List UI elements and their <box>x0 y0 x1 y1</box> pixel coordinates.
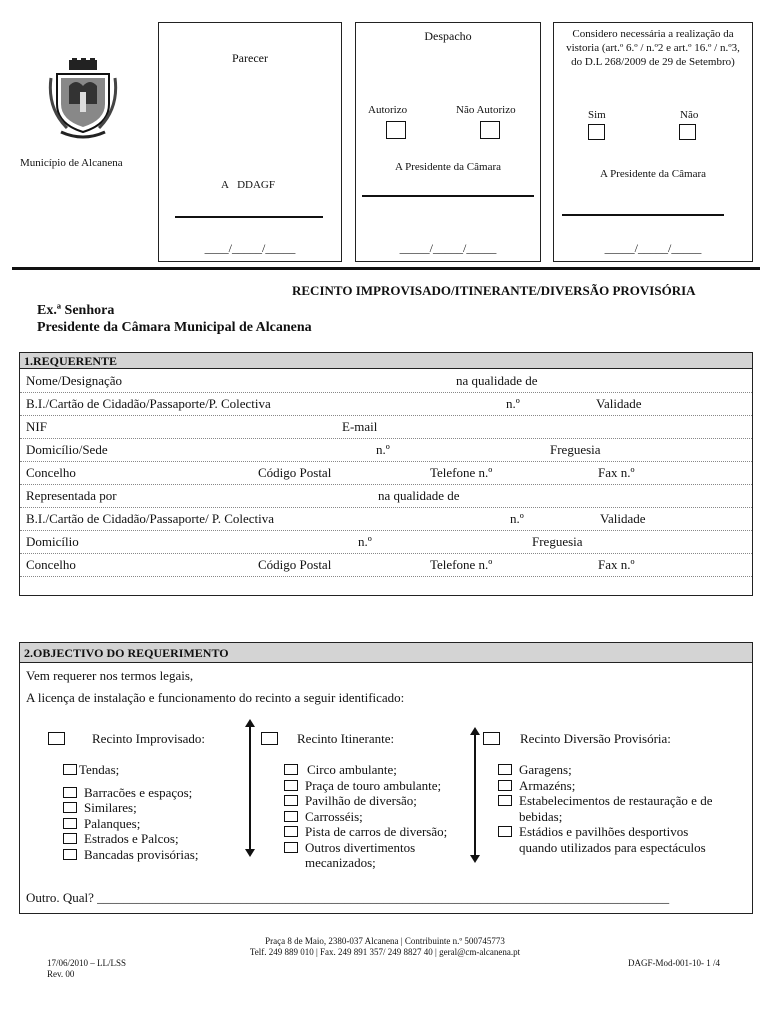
parecer-title: Parecer <box>232 51 268 65</box>
form-row-domicilio[interactable] <box>20 530 752 554</box>
email-label: E-mail <box>342 419 378 434</box>
qualidade-label: na qualidade de <box>456 373 538 388</box>
concelho2-label: Concelho <box>26 557 76 572</box>
option-garagens[interactable]: Garagens; <box>498 762 712 778</box>
objectivo-line2: A licença de instalação e funcionamento do recinto a seguir identificado: <box>26 690 405 705</box>
vistoria-no-label: Não <box>680 109 699 121</box>
vistoria-signature-line[interactable] <box>562 214 724 216</box>
checkbox[interactable] <box>63 833 77 844</box>
option-bancadas[interactable]: Bancadas provisórias; <box>63 847 198 863</box>
option-praca-touro[interactable]: Praça de touro ambulante; <box>284 778 447 794</box>
despacho-signer: A Presidente da Câmara <box>395 161 501 173</box>
checkbox[interactable] <box>63 802 77 813</box>
vistoria-date[interactable]: _____/_____/_____ <box>604 241 702 255</box>
bi2-label: B.I./Cartão de Cidadão/Passaporte/ P. Colectiva <box>26 511 275 526</box>
footer-contacts: Telf. 249 889 010 | Fax. 249 891 357/ 249 8827 40 | geral@cm-alcanena.pt <box>249 947 521 957</box>
checkbox[interactable] <box>284 764 298 775</box>
addressee: Presidente da Câmara Municipal de Alcanena <box>37 320 312 335</box>
parecer-date[interactable]: ____/_____/_____ <box>204 241 296 255</box>
recinto-itinerante-label: Recinto Itinerante: <box>297 731 395 746</box>
form-row-concelho-2[interactable] <box>20 553 752 577</box>
option-carrosseis[interactable]: Carrosséis; <box>284 809 447 825</box>
recinto-itinerante-checkbox[interactable] <box>261 732 278 745</box>
recinto-improvisado-label: Recinto Improvisado: <box>92 731 206 746</box>
document-title: RECINTO IMPROVISADO/ITINERANTE/DIVERSÃO PROVISÓRIA <box>292 283 696 298</box>
form-row-representada[interactable] <box>20 484 752 508</box>
option-restauracao[interactable]: Estabelecimentos de restauração e de <box>498 793 712 809</box>
domicilio2-number-label: n.º <box>358 534 372 549</box>
nif-label: NIF <box>26 419 47 434</box>
representada-label: Representada por <box>26 488 117 503</box>
checkbox[interactable] <box>63 787 77 798</box>
objectivo-heading: 2.OBJECTIVO DO REQUERIMENTO <box>20 643 752 663</box>
vistoria-text: Considero necessária a realização da vistoria (art.º 6.º / n.º2 e art.º 16.º / n.º3, do D.L 268/2009 de 29 de Setembro) <box>566 28 740 68</box>
despacho-box <box>355 22 541 262</box>
option-pista[interactable]: Pista de carros de diversão; <box>284 824 447 840</box>
parecer-signature-line[interactable] <box>175 216 323 218</box>
checkbox[interactable] <box>63 764 77 775</box>
recinto-diversao-checkbox[interactable] <box>483 732 500 745</box>
footer-code: DAGF-Mod-001-10- 1 /4 <box>628 958 720 968</box>
form-row-domicilio-sede[interactable] <box>20 438 752 462</box>
footer-address: Praça 8 de Maio, 2380-037 Alcanena | Contribuinte n.º 500745773 <box>265 936 505 946</box>
checkbox[interactable] <box>284 842 298 853</box>
checkbox[interactable] <box>63 849 77 860</box>
option-outros[interactable]: Outros divertimentos <box>284 840 447 856</box>
option-restauracao-cont: bebidas; <box>519 808 563 824</box>
form-row-bi-representante[interactable] <box>20 507 752 531</box>
option-estrados[interactable]: Estrados e Palcos; <box>63 831 198 847</box>
despacho-autorizo-checkbox[interactable] <box>386 121 406 139</box>
representada-qualidade-label: na qualidade de <box>378 488 460 503</box>
option-palanques[interactable]: Palanques; <box>63 816 198 832</box>
vistoria-box <box>553 22 753 262</box>
checkbox[interactable] <box>284 795 298 806</box>
vistoria-signer: A Presidente da Câmara <box>600 168 706 180</box>
checkbox[interactable] <box>498 795 512 806</box>
concelho-label: Concelho <box>26 465 76 480</box>
option-pavilhao[interactable]: Pavilhão de diversão; <box>284 793 447 809</box>
bi-validade-label: Validade <box>596 396 642 411</box>
option-estadios[interactable]: Estádios e pavilhões desportivos <box>498 824 712 840</box>
despacho-nao-autorizo-checkbox[interactable] <box>480 121 500 139</box>
despacho-signature-line[interactable] <box>362 195 534 197</box>
form-row-bi[interactable] <box>20 392 752 416</box>
vistoria-nao-checkbox[interactable] <box>679 124 696 140</box>
bi-label: B.I./Cartão de Cidadão/Passaporte/P. Colectiva <box>26 396 271 411</box>
double-arrow-icon <box>474 734 476 856</box>
telefone-label: Telefone n.º <box>430 465 493 480</box>
option-similares[interactable]: Similares; <box>63 800 198 816</box>
despacho-title: Despacho <box>424 29 472 43</box>
domicilio-sede-label: Domicílio/Sede <box>26 442 108 457</box>
municipality-coat-of-arms <box>47 58 119 140</box>
checkbox[interactable] <box>284 780 298 791</box>
parecer-signer: A DDAGF <box>221 179 275 191</box>
despacho-yes-label: Autorizo <box>368 104 408 116</box>
domicilio-label: Domicílio <box>26 534 79 549</box>
option-tendas[interactable]: Tendas; <box>63 762 198 778</box>
despacho-date[interactable]: _____/_____/_____ <box>399 241 497 255</box>
domicilio-number-label: n.º <box>376 442 390 457</box>
objectivo-line1: Vem requerer nos termos legais, <box>26 668 194 683</box>
telefone2-label: Telefone n.º <box>430 557 493 572</box>
fax-label: Fax n.º <box>598 465 635 480</box>
double-arrow-icon <box>249 726 251 850</box>
bi2-validade-label: Validade <box>600 511 646 526</box>
parecer-box <box>158 22 342 262</box>
freguesia-label: Freguesia <box>550 442 601 457</box>
header-separator <box>12 267 760 270</box>
nome-label: Nome/Designação <box>26 373 123 388</box>
codigo-postal-label: Código Postal <box>258 465 332 480</box>
option-barracoes[interactable]: Barracões e espaços; <box>63 785 198 801</box>
option-armazens[interactable]: Armazéns; <box>498 778 712 794</box>
footer-rev: Rev. 00 <box>47 969 75 979</box>
itinerante-options <box>284 762 447 871</box>
bi2-number-label: n.º <box>510 511 524 526</box>
outro-field[interactable]: Outro. Qual? ________________________________________________________________________________________ <box>26 890 670 905</box>
municipality-name: Município de Alcanena <box>20 157 123 169</box>
bi-number-label: n.º <box>506 396 520 411</box>
fax2-label: Fax n.º <box>598 557 635 572</box>
despacho-no-label: Não Autorizo <box>456 104 516 116</box>
checkbox[interactable] <box>498 764 512 775</box>
salutation: Ex.ª Senhora <box>37 303 115 318</box>
form-row-nome[interactable] <box>20 369 752 393</box>
requerente-heading: 1.REQUERENTE <box>20 353 752 369</box>
freguesia2-label: Freguesia <box>532 534 583 549</box>
checkbox[interactable] <box>284 826 298 837</box>
diversao-options <box>498 762 712 858</box>
codigo-postal2-label: Código Postal <box>258 557 332 572</box>
recinto-improvisado-checkbox[interactable] <box>48 732 65 745</box>
checkbox[interactable] <box>284 811 298 822</box>
recinto-diversao-label: Recinto Diversão Provisória: <box>520 731 671 746</box>
checkbox[interactable] <box>63 818 77 829</box>
vistoria-yes-label: Sim <box>588 109 606 121</box>
checkbox[interactable] <box>498 826 512 837</box>
option-circo[interactable]: Circo ambulante; <box>284 762 447 778</box>
form-row-nif[interactable] <box>20 415 752 439</box>
vistoria-sim-checkbox[interactable] <box>588 124 605 140</box>
footer-date: 17/06/2010 – LL/LSS <box>47 958 127 968</box>
option-outros-cont: mecanizados; <box>305 855 376 870</box>
improvisado-options <box>63 762 198 862</box>
checkbox[interactable] <box>498 780 512 791</box>
form-row-concelho[interactable] <box>20 461 752 485</box>
option-estadios-cont: quando utilizados para espectáculos <box>519 839 706 855</box>
